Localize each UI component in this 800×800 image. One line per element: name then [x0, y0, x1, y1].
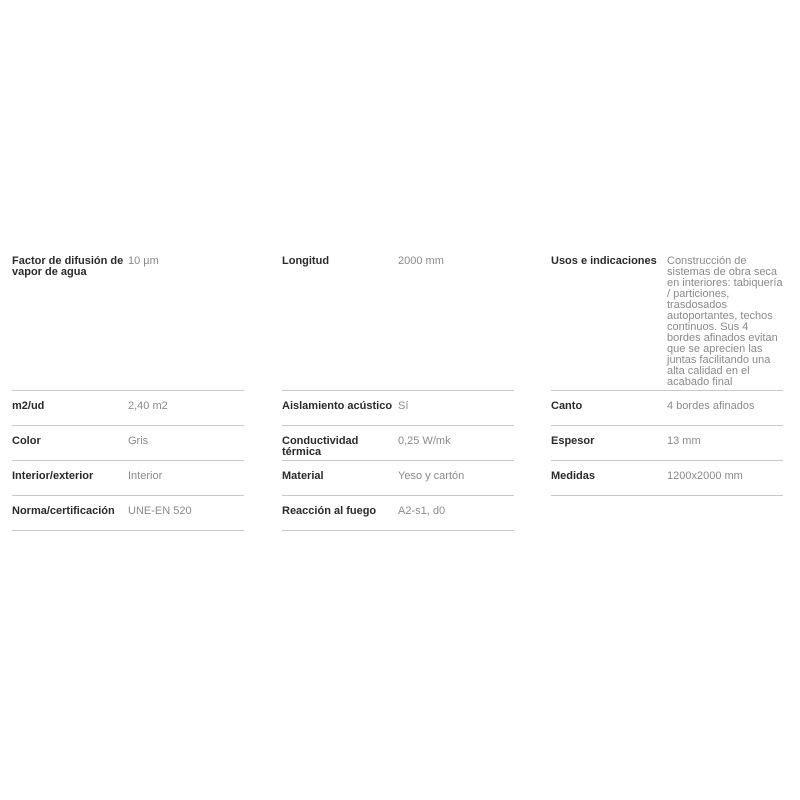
spec-label: Longitud	[282, 255, 330, 267]
spec-label: Reacción al fuego	[282, 505, 377, 517]
spec-label: Conductividad térmica	[282, 435, 359, 458]
spec-label: Color	[12, 435, 41, 447]
spec-row	[282, 461, 514, 496]
spec-value: 1200x2000 mm	[667, 470, 743, 482]
spec-column-3	[551, 255, 783, 496]
spec-value: 4 bordes afinados	[667, 400, 755, 412]
spec-row	[12, 496, 244, 531]
spec-label: Usos e indicaciones	[551, 255, 657, 267]
spec-row	[12, 391, 244, 426]
spec-label: Canto	[551, 400, 583, 412]
spec-row	[551, 426, 783, 461]
spec-label: Material	[282, 470, 324, 482]
spec-label: Interior/exterior	[12, 470, 94, 482]
spec-value: 0,25 W/mk	[398, 435, 451, 447]
spec-value: Interior	[128, 470, 163, 482]
spec-row	[282, 255, 514, 391]
spec-label: Aislamiento acústico	[282, 400, 393, 412]
spec-row	[12, 255, 244, 391]
spec-row	[12, 461, 244, 496]
spec-row	[551, 461, 783, 496]
spec-row	[282, 426, 514, 461]
spec-label: Factor de difusión de vapor de agua	[12, 255, 124, 278]
spec-label: m2/ud	[12, 400, 45, 412]
spec-value: 10 µm	[128, 255, 159, 267]
spec-label: Norma/certificación	[12, 505, 115, 517]
spec-value: 2,40 m2	[128, 400, 168, 412]
spec-value: 13 mm	[667, 435, 701, 447]
spec-value: Sí	[398, 400, 409, 412]
spec-value: 2000 mm	[398, 255, 444, 267]
spec-value: Yeso y cartón	[398, 470, 465, 482]
spec-row	[12, 426, 244, 461]
spec-row	[551, 391, 783, 426]
spec-row	[282, 391, 514, 426]
spec-column-2	[282, 255, 514, 531]
spec-value: Construcción de sistemas de obra seca en interiores: tabiquería / particiones, trasdosados autoportantes, techos continuos. Sus 4 bordes afinados evitan que se aprecien las juntas facilitando una alta calidad en el acabado final	[667, 255, 783, 388]
spec-value: Gris	[128, 435, 149, 447]
spec-row	[282, 496, 514, 531]
spec-label: Espesor	[551, 435, 595, 447]
spec-value: UNE-EN 520	[128, 505, 192, 517]
spec-label: Medidas	[551, 470, 596, 482]
spec-row	[551, 255, 783, 391]
spec-column-1	[12, 255, 244, 531]
spec-value: A2-s1, d0	[398, 505, 446, 517]
